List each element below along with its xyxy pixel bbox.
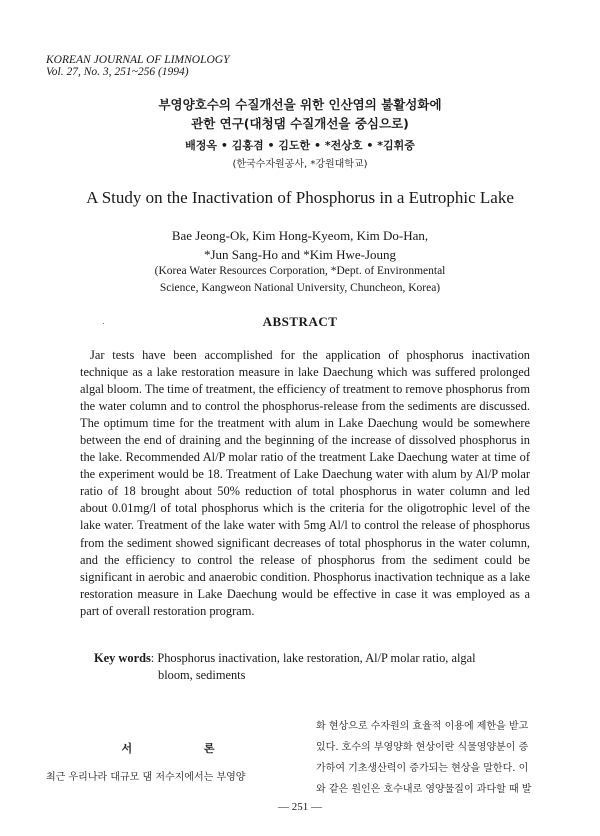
section-heading-introduction: 서 론 [121,742,249,755]
page-number: — 251 — [278,801,322,813]
abstract-text: Jar tests have been accomplished for the application of phosphorus inactivation technique as a lake restoration measure in lake Daechung which was suffered prolonged algal bloom. The time of treatment, the efficiency of treatment to remove phosphorus from the water column and to control the phosphorus-release from the sediments are discussed. The optimum time for the treatment with alum in Lake Daechung would be somewhere between the end of draining and the beginning of the increase of dissolved phosphorus in the lake. Recommended Al/P molar ratio of the treatment Lake Daechung water at time of the experiment would be 18. Treatment of Lake Daechung water with alum by Al/P molar ratio of 18 brought about 50% reduction of total phosphorus in water column and led about 0.01mg/l of total phosphorus which is the criteria for the oligotrophic level of the lake water. Treatment of the lake water with 5mg Al/l to control the release of phosphorus from the sediment showed significant decreases of total phosphorus in the water column, and the efficiency to control the release of phosphorus from the sediment could be significant in aerobic and anaerobic condition. Phosphorus inactivation technique as a lake restoration measure in Lake Daechung would be effective in case it was employed as a part of overall restoration program. [80,348,530,618]
korean-affiliation: (한국수자원공사, *강원대학교) [232,159,368,170]
journal-citation: Vol. 27, No. 3, 251~256 (1994) [46,66,189,78]
korean-authors: 배정옥 • 김홍겸 • 김도한 • *전상호 • *김휘중 [185,139,415,152]
body-right-line: 화 현상으로 수자원의 효율적 이용에 제한을 받고 [316,721,529,732]
korean-title-line2: 관한 연구(대청댐 수질개선을 중심으로) [191,116,409,131]
journal-name: KOREAN JOURNAL OF LIMNOLOGY [46,54,230,66]
body-right-line: 와 같은 원인은 호수내로 영양물질이 과다할 때 발 [316,784,532,795]
body-left-column: 최근 우리나라 대규모 댐 저수지에서는 부영양 [46,772,246,783]
keywords-colon: : [150,651,158,665]
keywords-line2: bloom, sediments [158,668,246,682]
abstract-body [80,347,530,620]
body-right-line: 가하여 기초생산력이 증가되는 현상을 말한다. 이 [316,763,529,774]
english-affiliation-line1: (Korea Water Resources Corporation, *Dept. of Environmental [154,265,446,277]
english-authors-line2: *Jun Sang-Ho and *Kim Hwe-Joung [203,247,397,262]
body-right-column [316,716,564,800]
keywords-line1: Phosphorus inactivation, lake restoration, Al/P molar ratio, algal [157,651,476,665]
english-authors-line1: Bae Jeong-Ok, Kim Hong-Kyeom, Kim Do-Han, [171,228,429,243]
journal-header [46,54,229,78]
korean-title-line1: 부영양호수의 수질개선을 위한 인산염의 불활성화에 [158,97,442,112]
keywords [94,650,534,684]
abstract-heading: ABSTRACT [262,314,338,329]
english-authors [0,226,600,264]
body-right-line: 있다. 호수의 부영양화 현상이란 식물영양분이 증 [316,742,529,753]
english-affiliation-line2: Science, Kangweon National University, Chuncheon, Korea) [159,281,441,294]
keywords-label: Key words [94,651,151,665]
english-title: A Study on the Inactivation of Phosphorus in a Eutrophic Lake [86,188,514,207]
english-affiliation [0,263,600,296]
